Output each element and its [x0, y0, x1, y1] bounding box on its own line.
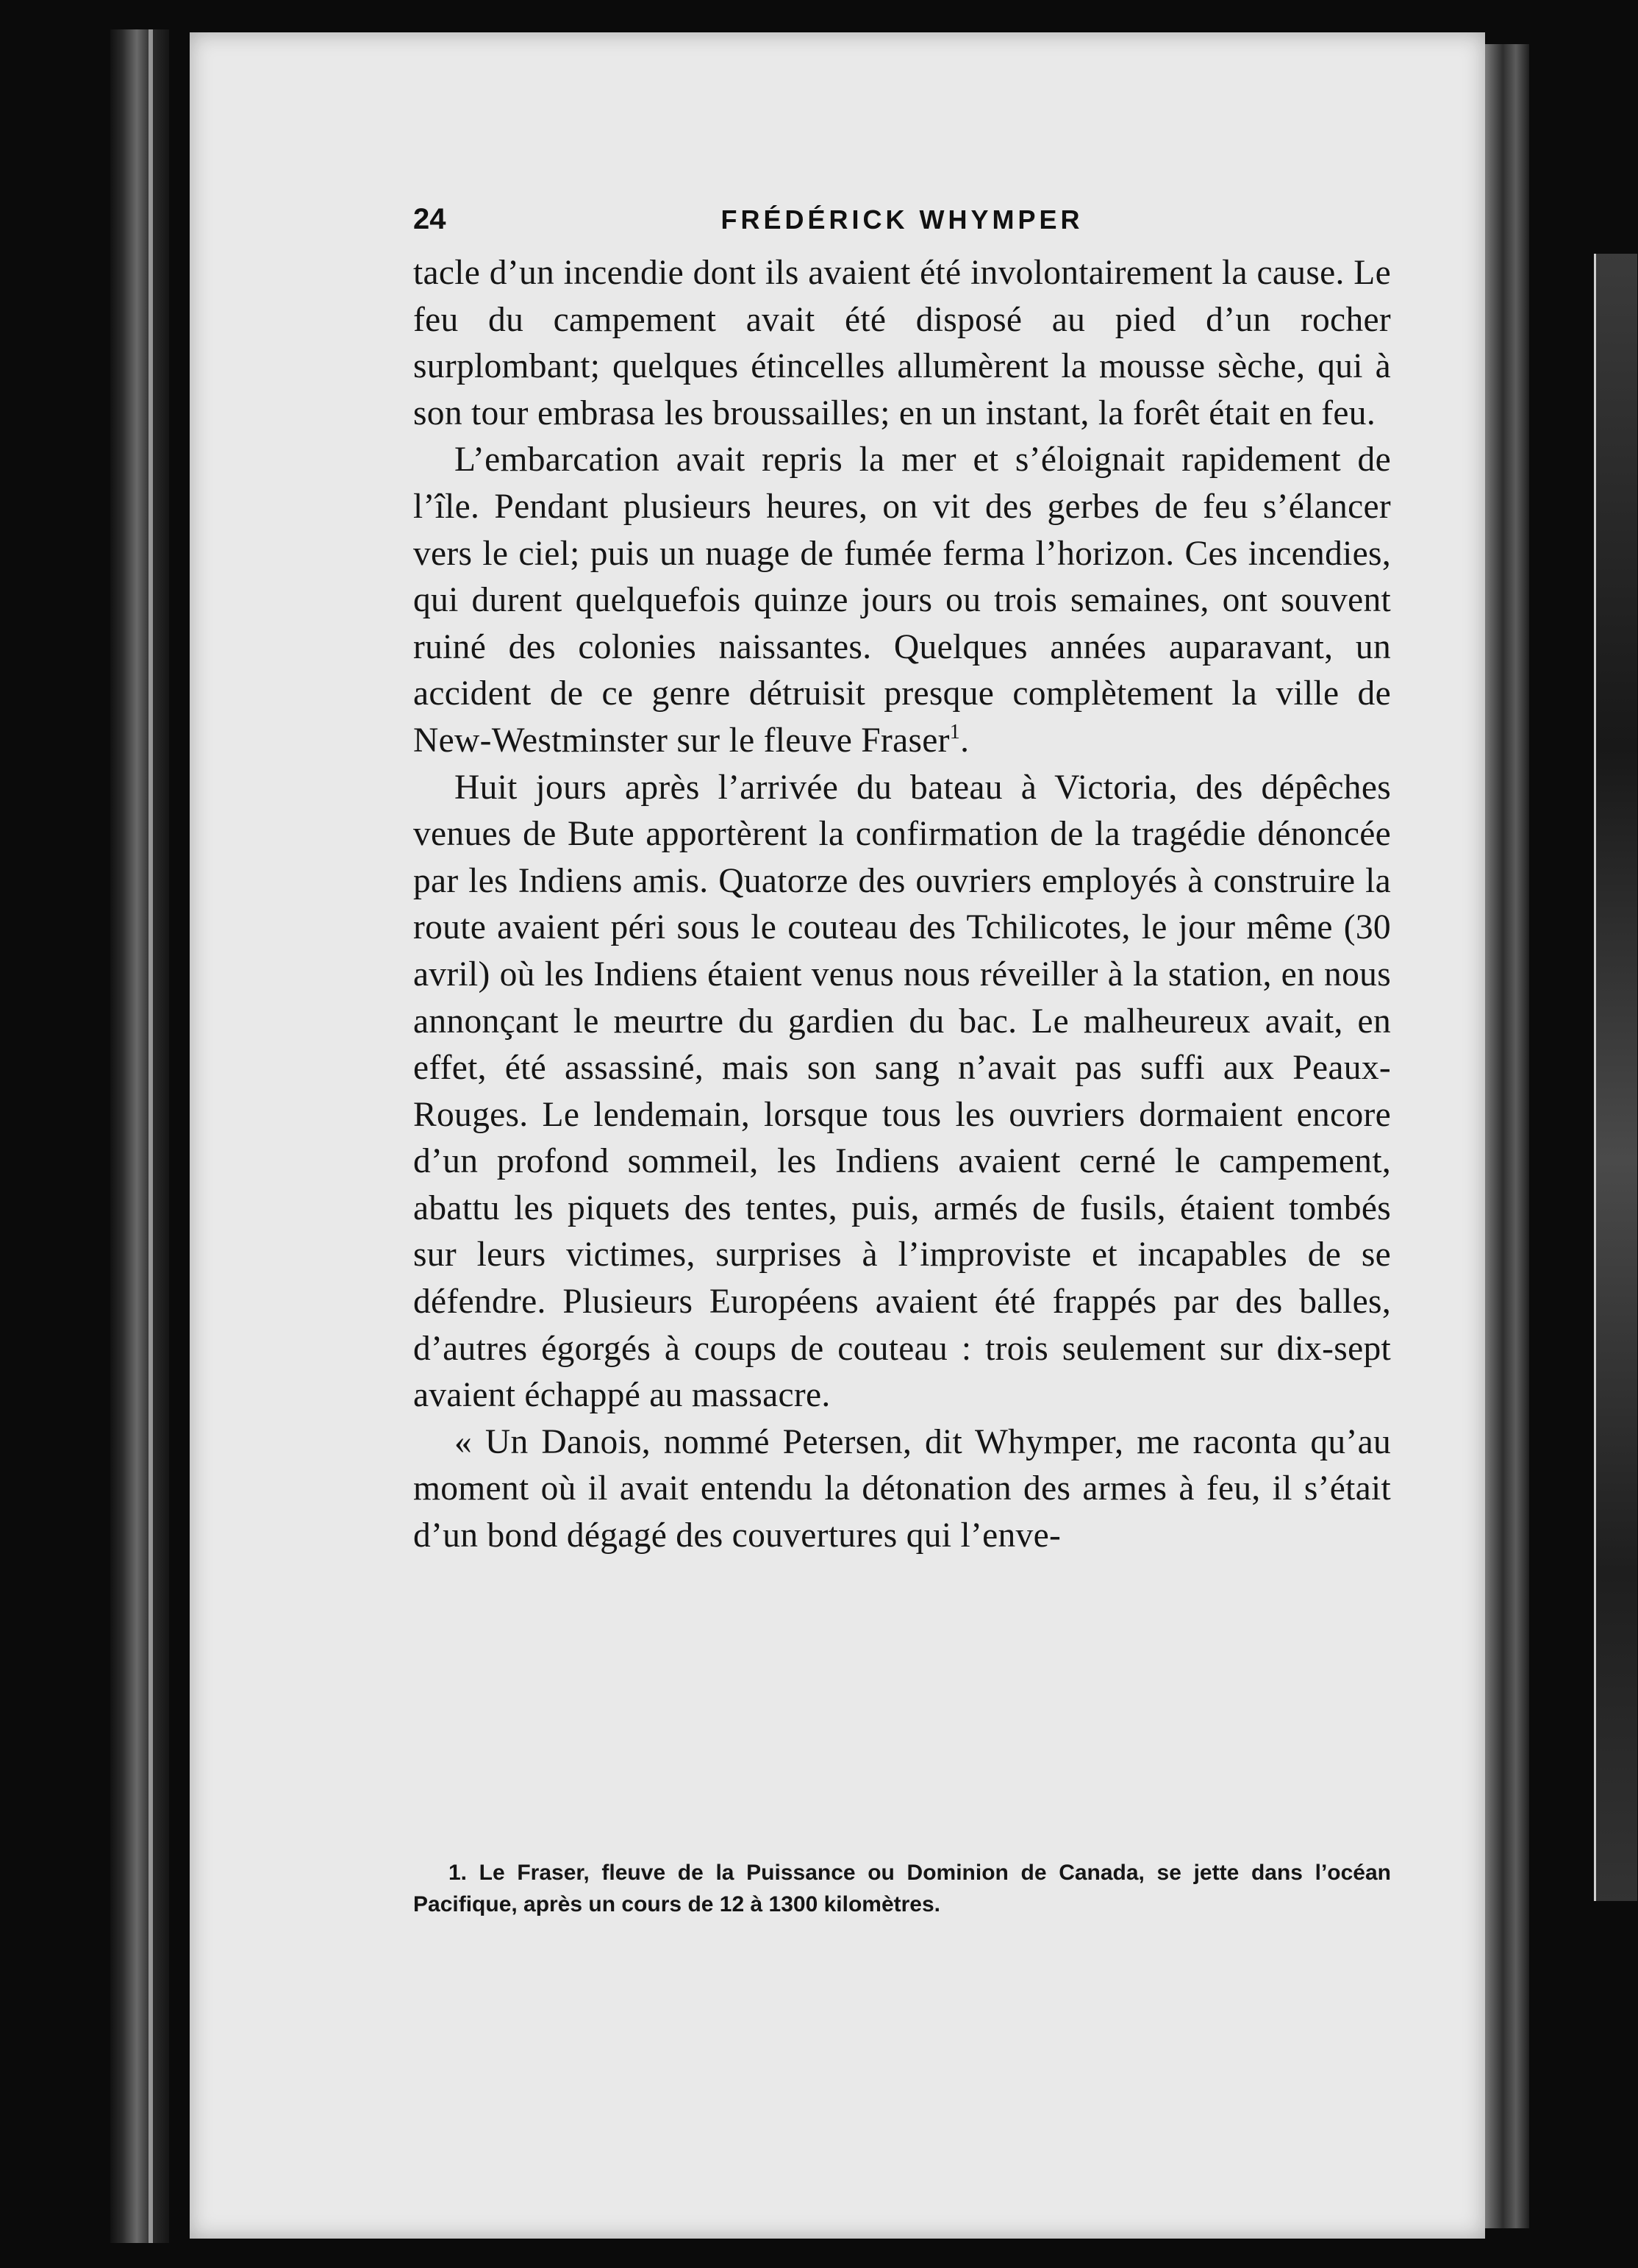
footnote-reference: 1 — [949, 720, 961, 743]
footnote — [413, 1857, 1391, 1920]
paragraph-2-text: L’embarcation avait repris la mer et s’éloignait rapidement de l’île. Pendant plusieurs heures, on vit des gerbes de feu s’élancer vers le ciel; puis un nuage de fumée ferma l’horizon. Ces incendies, qui durent quelquefois quinze jours ou trois semaines, ont souvent ruiné des colonies naissantes. Quelques années auparavant, un accident de ce genre détruisit presque complètement la ville de New-Westminster sur le fleuve Fraser — [413, 441, 1391, 760]
running-title: FRÉDÉRICK WHYMPER — [720, 204, 1084, 235]
footnote-text: 1. Le Fraser, fleuve de la Puissance ou Dominion de Canada, se jette dans l’océan Pacifique, après un cours de 12 à 1300 kilomètres. — [413, 1861, 1391, 1916]
book-binding — [110, 29, 169, 2243]
page-edge-shadow — [1485, 44, 1529, 2228]
paragraph-2-end: . — [960, 721, 970, 760]
paragraph-2 — [413, 437, 1391, 764]
paragraph-3: Huit jours après l’arrivée du bateau à Victoria, des dépêches venues de Bute apportèrent la confirmation de la tragédie dénoncée par les Indiens amis. Quatorze des ouvriers employés à construire la route avaient péri sous le couteau des Tchilicotes, le jour même (30 avril) où les Indiens étaient venus nous réveiller à la station, en nous annonçant le meurtre du gardien du bac. Le malheureux avait, en effet, été assassiné, mais son sang n’avait pas suffi aux Peaux-Rouges. Le lendemain, lorsque tous les ouvriers dormaient encore d’un profond sommeil, les Indiens avaient cerné le campement, abattu les piquets des tentes, puis, armés de fusils, étaient tombés sur leurs victimes, surprises à l’improviste et incapables de se défendre. Plusieurs Européens avaient été frappés par des balles, d’autres égorgés à coups de couteau : trois seulement sur dix-sept avaient échappé au massacre. — [413, 768, 1391, 1415]
page-number: 24 — [413, 203, 446, 235]
paragraph-4: « Un Danois, nommé Petersen, dit Whymper, me raconta qu’au moment où il avait entendu la détonation des armes à feu, il s’était d’un bond dégagé des couvertures qui l’enve- — [413, 1422, 1391, 1555]
body-text — [413, 250, 1391, 1560]
paragraph-1: tacle d’un incendie dont ils avaient été involontairement la cause. Le feu du campement avait été disposé au pied d’un rocher surplombant; quelques étincelles allumèrent la mousse sèche, qui à son tour embrasa les broussailles; en un instant, la forêt était en feu. — [413, 254, 1391, 432]
running-header — [413, 203, 1391, 247]
facing-plate-edge — [1594, 254, 1637, 1901]
